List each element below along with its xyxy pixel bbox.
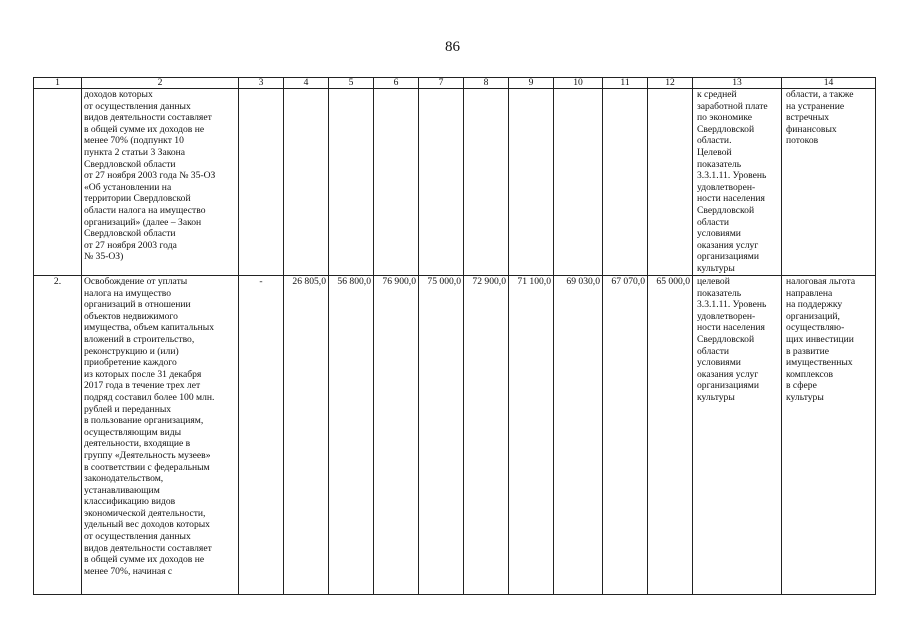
text-line: оказания услуг [697, 239, 759, 251]
value-cell [284, 89, 329, 276]
header-cell: 2 [82, 78, 239, 89]
text-line: 3.3.1.11. Уровень [697, 170, 767, 182]
text-line: устанавливающим [84, 484, 160, 496]
row-number-cell: 2. [34, 276, 82, 595]
text-line: Свердловской области [84, 158, 176, 170]
data-table [33, 77, 876, 595]
header-cell: 10 [554, 78, 603, 89]
text-line: к средней [697, 89, 737, 100]
text-line: видов деятельности составляет [84, 542, 212, 554]
table-row [34, 89, 876, 276]
text-line: в развитие [786, 345, 830, 357]
value-cell [509, 89, 554, 276]
value-cell [464, 89, 509, 276]
text-line: ности населения [697, 322, 765, 334]
header-cell: 5 [329, 78, 374, 89]
value-cell: - [239, 276, 284, 595]
text-line: Свердловской [697, 333, 755, 345]
description-cell [82, 276, 239, 595]
purpose-cell [782, 276, 876, 595]
text-line: менее 70% (подпункт 10 [84, 135, 184, 147]
text-line: имущественных [786, 357, 853, 369]
text-line: на устранение [786, 100, 845, 112]
text-line: Целевой [697, 146, 732, 158]
value-cell: 76 900,0 [374, 276, 419, 595]
description-cell [82, 89, 239, 276]
text-line: культуры [697, 391, 735, 403]
text-line: от 27 ноября 2003 года [84, 239, 177, 251]
header-cell: 1 [34, 78, 82, 89]
text-line: из которых после 31 декабря [84, 368, 202, 380]
value-cell: 69 030,0 [554, 276, 603, 595]
value-cell: 71 100,0 [509, 276, 554, 595]
header-cell: 7 [419, 78, 464, 89]
text-line: заработной плате [697, 100, 768, 112]
text-line: вложений в строительство, [84, 333, 195, 345]
text-line: организаций» (далее – Закон [84, 216, 202, 228]
header-cell: 11 [603, 78, 648, 89]
header-cell: 4 [284, 78, 329, 89]
text-line: условиями [697, 228, 741, 240]
text-line: показатель [697, 287, 742, 299]
text-line: объектов недвижимого [84, 310, 178, 322]
text-line: области [697, 216, 730, 228]
text-line: области [697, 345, 730, 357]
text-line: от осуществления данных [84, 100, 191, 112]
text-line: классификацию видов [84, 496, 176, 508]
text-line: удовлетворен- [697, 310, 756, 322]
text-line: культуры [697, 262, 735, 274]
value-cell [419, 89, 464, 276]
text-line: видов деятельности составляет [84, 112, 212, 124]
text-line: доходов которых [84, 89, 153, 100]
text-line: пункта 2 статьи 3 Закона [84, 146, 186, 158]
text-line: области. [697, 135, 732, 147]
text-line: области, а также [786, 89, 854, 100]
text-line: подряд составил более 100 млн. [84, 391, 215, 403]
text-line: реконструкцию и (или) [84, 345, 179, 357]
text-line: комплексов [786, 368, 834, 380]
indicator-cell [693, 276, 782, 595]
table-row [34, 276, 876, 595]
text-line: «Об установлении на [84, 181, 172, 193]
text-line: группу «Деятельность музеев» [84, 449, 211, 461]
text-line: налоговая льгота [786, 276, 856, 287]
text-line: условиями [697, 357, 741, 369]
header-row [34, 78, 876, 89]
text-line: Свердловской [697, 123, 755, 135]
indicator-cell [693, 89, 782, 276]
text-line: осуществляю- [786, 322, 845, 334]
text-line: деятельности, входящие в [84, 438, 191, 450]
header-cell: 12 [648, 78, 693, 89]
text-line: направлена [786, 287, 833, 299]
text-line: в сфере [786, 380, 817, 392]
text-line: менее 70%, начиная с [84, 565, 173, 577]
value-cell [554, 89, 603, 276]
text-line: осуществляющим виды [84, 426, 182, 438]
text-line: рублей и переданных [84, 403, 172, 415]
text-line: организаций, [786, 310, 840, 322]
value-cell: 67 070,0 [603, 276, 648, 595]
purpose-cell [782, 89, 876, 276]
text-line: организациями [697, 380, 759, 392]
value-cell [329, 89, 374, 276]
text-line: экономической деятельности, [84, 507, 206, 519]
text-line: от 27 ноября 2003 года № 35-ОЗ [84, 170, 216, 182]
text-line: встречных [786, 112, 830, 124]
text-line: потоков [786, 135, 819, 147]
value-cell: 56 800,0 [329, 276, 374, 595]
text-line: в пользование организациям, [84, 415, 204, 427]
header-cell: 9 [509, 78, 554, 89]
text-line: в общей сумме их доходов не [84, 123, 205, 135]
text-line: № 35-ОЗ) [84, 251, 124, 263]
page-number: 86 [445, 39, 460, 55]
text-line: культуры [786, 391, 824, 403]
header-cell: 6 [374, 78, 419, 89]
text-line: показатель [697, 158, 742, 170]
text-line: Свердловской области [84, 228, 176, 240]
text-line: по экономике [697, 112, 753, 124]
text-line: целевой [697, 276, 730, 287]
value-cell [374, 89, 419, 276]
text-line: приобретение каждого [84, 357, 177, 369]
text-line: имущества, объем капитальных [84, 322, 215, 334]
text-line: финансовых [786, 123, 837, 135]
text-line: 2017 года в течение трех лет [84, 380, 201, 392]
text-line: щих инвестиции [786, 333, 854, 345]
header-cell: 14 [782, 78, 876, 89]
text-line: от осуществления данных [84, 531, 191, 543]
text-line: налога на имущество [84, 287, 172, 299]
text-line: в общей сумме их доходов не [84, 554, 205, 566]
value-cell: 26 805,0 [284, 276, 329, 595]
text-line: организациями [697, 251, 759, 263]
header-cell: 3 [239, 78, 284, 89]
text-line: Освобождение от уплаты [84, 276, 188, 287]
text-line: законодательством, [84, 473, 164, 485]
text-line: территории Свердловской [84, 193, 191, 205]
value-cell: 72 900,0 [464, 276, 509, 595]
text-line: оказания услуг [697, 368, 759, 380]
text-line: области налога на имущество [84, 204, 206, 216]
text-line: 3.3.1.11. Уровень [697, 299, 767, 311]
text-line: Свердловской [697, 204, 755, 216]
text-line: удельный вес доходов которых [84, 519, 210, 531]
text-line: на поддержку [786, 299, 843, 311]
value-cell: 75 000,0 [419, 276, 464, 595]
value-cell [648, 89, 693, 276]
text-line: организаций в отношении [84, 299, 191, 311]
text-line: в соответствии с федеральным [84, 461, 210, 473]
value-cell: 65 000,0 [648, 276, 693, 595]
value-cell [603, 89, 648, 276]
text-line: ности населения [697, 193, 765, 205]
text-line: удовлетворен- [697, 181, 756, 193]
row-number-cell [34, 89, 82, 276]
header-cell: 8 [464, 78, 509, 89]
header-cell: 13 [693, 78, 782, 89]
value-cell [239, 89, 284, 276]
